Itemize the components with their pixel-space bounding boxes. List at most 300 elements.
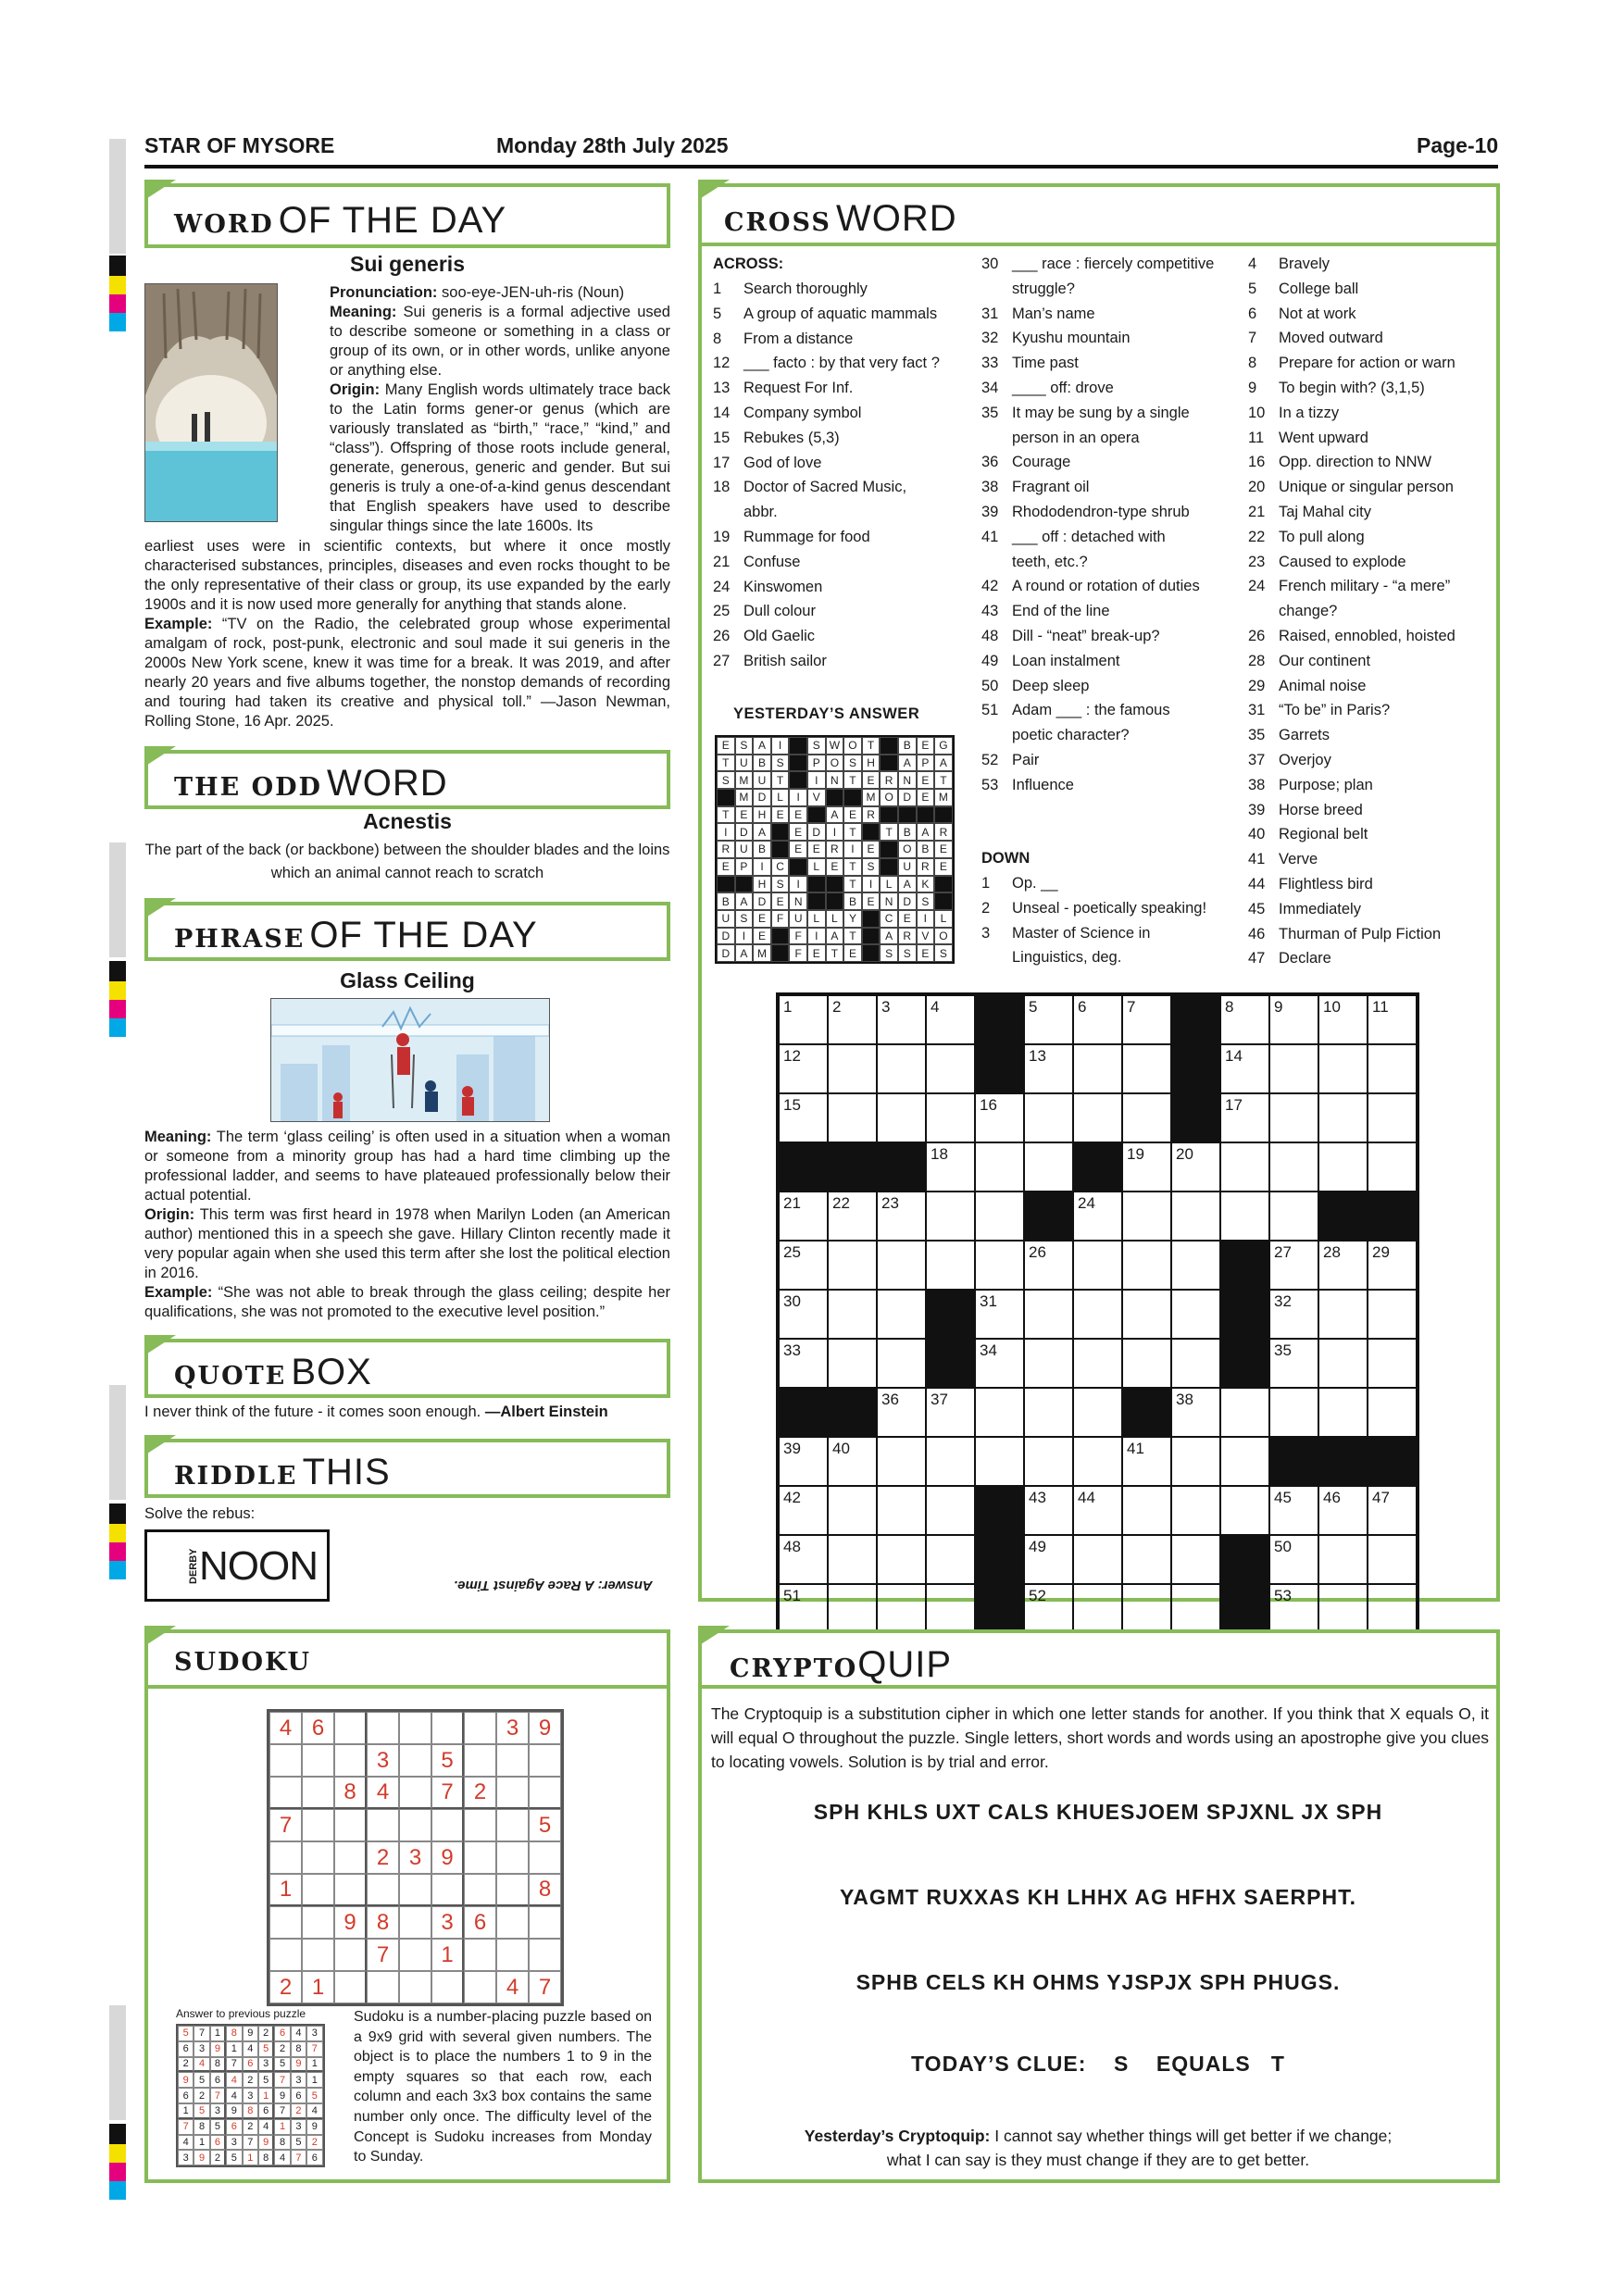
crossword-cell[interactable] [1122,1044,1171,1093]
crossword-cell[interactable] [1318,1044,1368,1093]
crossword-cell[interactable] [1024,1388,1073,1437]
previous-answer-cell: 8 [291,2041,306,2057]
crossword-cell[interactable] [975,1142,1024,1192]
crossword-cell[interactable] [828,1044,877,1093]
sudoku-cell[interactable] [269,1777,302,1809]
crossword-cell[interactable] [1024,1535,1073,1584]
crossword-cell[interactable] [779,1192,828,1241]
clue-number: 17 [713,454,731,471]
crossword-cell[interactable] [1122,1339,1171,1388]
crossword-cell[interactable] [1220,1192,1269,1241]
todays-clue: TODAY’S CLUE: S EQUALS T [911,2052,1285,2076]
sudoku-cell[interactable] [399,1712,431,1744]
clue-text: A group of aquatic mammals [743,305,938,322]
sudoku-cell[interactable] [529,1777,561,1809]
clue-line [981,500,1214,525]
crossword-cell[interactable] [779,1044,828,1093]
banner-large-text: OF THE DAY [278,200,507,241]
banner-large-text: THIS [302,1452,391,1492]
answer-letter: A [898,755,917,772]
sudoku-cell[interactable] [464,1744,496,1777]
sudoku-cell[interactable] [399,1939,431,1971]
crossword-cell[interactable] [779,1486,828,1535]
sudoku-cell[interactable] [496,1777,529,1809]
crossword-cell[interactable] [877,1241,926,1290]
cell-number: 7 [1127,998,1136,1016]
crossword-cell[interactable] [1024,1437,1073,1486]
crossword-cell[interactable] [877,1535,926,1584]
sudoku-cell[interactable] [464,1712,496,1744]
cell-number: 33 [783,1341,801,1359]
crossword-cell[interactable] [1024,1584,1073,1633]
crossword-cell[interactable] [1171,1437,1220,1486]
sudoku-cell[interactable] [334,1874,367,1906]
crossword-cell[interactable] [1269,1388,1318,1437]
crossword-cell[interactable] [1368,1486,1417,1535]
crossword-cell[interactable] [1073,1388,1122,1437]
banner-small-text: PHRASE [174,925,306,954]
black-square [1318,1192,1368,1241]
crossword-cell[interactable] [1318,1290,1368,1339]
crossword-cell[interactable] [877,1584,926,1633]
banner-large-text: WORD [835,198,957,239]
crossword-cell[interactable] [1024,1486,1073,1535]
crossword-cell[interactable] [926,1535,975,1584]
sudoku-cell[interactable] [464,1841,496,1874]
previous-answer-cell: 5 [306,2088,322,2103]
crossword-cell[interactable] [779,1535,828,1584]
pronunciation-label: Pronunciation: [330,284,438,301]
clue-number: 19 [713,528,731,545]
registration-swatch [109,1561,126,1579]
clue-line [713,327,940,352]
crossword-cell[interactable] [779,995,828,1044]
crossword-cell[interactable] [877,1486,926,1535]
crossword-cell[interactable] [1024,1290,1073,1339]
clue-text: Loan instalment [1012,652,1120,669]
crossword-cell[interactable] [1318,1584,1368,1633]
crossword-cell[interactable] [1269,1093,1318,1142]
cell-number: 36 [881,1391,899,1408]
crossword-cell[interactable] [828,1437,877,1486]
sudoku-cell[interactable] [431,1712,464,1744]
registration-swatch [109,981,126,1000]
sudoku-cell[interactable] [367,1809,399,1841]
crossword-cell[interactable] [877,995,926,1044]
cell-number: 30 [783,1292,801,1310]
banner-flag [144,1435,176,1455]
crossword-cell[interactable] [1220,995,1269,1044]
yesterday-answer-heading: YESTERDAY’S ANSWER [733,705,920,722]
word-of-day-banner [144,183,670,248]
clue-text: Regional belt [1279,826,1368,843]
crossword-cell[interactable] [1122,995,1171,1044]
sudoku-cell[interactable] [496,1809,529,1841]
cell-number: 24 [1078,1194,1095,1212]
answer-black-square [843,789,862,806]
registration-bar [109,139,126,254]
crossword-cell[interactable] [975,1437,1024,1486]
crossword-cell[interactable] [1024,1142,1073,1192]
answer-letter: R [717,841,735,858]
crossword-cell[interactable] [926,1093,975,1142]
clue-line [981,475,1214,500]
sudoku-cell[interactable] [302,1744,334,1777]
crossword-cell[interactable] [926,1192,975,1241]
crossword-cell[interactable] [926,1584,975,1633]
sudoku-cell[interactable] [334,1971,367,2003]
answer-letter: T [717,755,735,772]
crossword-cell[interactable] [1318,1388,1368,1437]
answer-letter: E [789,823,807,841]
crossword-cell[interactable] [1368,995,1417,1044]
clue-text: Rebukes (5,3) [743,429,840,446]
sudoku-cell[interactable] [431,1809,464,1841]
crossword-cell[interactable] [1368,1290,1417,1339]
crossword-cell[interactable] [1073,1192,1122,1241]
clue-line [981,450,1214,475]
answer-letter: L [826,910,844,928]
sudoku-cell[interactable] [464,1874,496,1906]
crossword-cell[interactable] [1269,1535,1318,1584]
crossword-cell[interactable] [877,1093,926,1142]
crossword-cell[interactable] [1318,1093,1368,1142]
crossword-cell[interactable] [1269,1241,1318,1290]
sudoku-cell[interactable] [496,1939,529,1971]
crossword-cell[interactable] [1171,1388,1220,1437]
clue-line [1248,897,1455,922]
crossword-cell[interactable] [1220,1486,1269,1535]
sudoku-cell[interactable] [431,1874,464,1906]
crossword-cell[interactable] [1073,1535,1122,1584]
cell-number: 3 [881,998,891,1016]
crossword-cell[interactable] [1122,1584,1171,1633]
sudoku-cell[interactable] [334,1712,367,1744]
answer-letter: D [898,892,917,910]
crossword-cell[interactable] [1073,995,1122,1044]
crossword-cell[interactable] [1368,1584,1417,1633]
crossword-cell[interactable] [1073,1486,1122,1535]
sudoku-cell[interactable] [367,1971,399,2003]
previous-answer-cell: 6 [291,2088,306,2103]
sudoku-cell[interactable] [367,1874,399,1906]
black-square [1073,1142,1122,1192]
sudoku-cell[interactable] [399,1971,431,2003]
crossword-cell[interactable] [1269,995,1318,1044]
sudoku-cell[interactable] [302,1906,334,1939]
crossword-cell[interactable] [1073,1241,1122,1290]
clue-text: Horse breed [1279,801,1363,818]
crossword-cell[interactable] [975,1192,1024,1241]
crossword-cell[interactable] [1269,1192,1318,1241]
answer-letter: A [735,944,754,962]
clue-text: In a tizzy [1279,404,1340,421]
cell-number: 13 [1029,1047,1046,1065]
crossword-cell[interactable] [1122,1290,1171,1339]
crossword-cell[interactable] [1073,1093,1122,1142]
answer-letter: N [789,892,807,910]
clue-text: Our continent [1279,652,1371,669]
crossword-cell[interactable] [828,1290,877,1339]
crossword-cell[interactable] [926,1142,975,1192]
crossword-cell[interactable] [1122,1486,1171,1535]
cell-number: 29 [1372,1243,1390,1261]
clue-text: Courage [1012,454,1071,471]
crossword-cell[interactable] [1122,1437,1171,1486]
crossword-cell[interactable] [926,1241,975,1290]
previous-answer-cell: 7 [178,2119,194,2135]
registration-swatch [109,1018,126,1037]
crossword-cell[interactable] [1269,1339,1318,1388]
sudoku-cell[interactable] [269,1841,302,1874]
crossword-cell[interactable] [779,1437,828,1486]
clue-line [1248,525,1455,550]
crossword-cell[interactable] [828,995,877,1044]
answer-letter: E [753,928,771,945]
crossword-cell[interactable] [1122,1192,1171,1241]
origin-label: Origin: [330,381,381,398]
crossword-cell[interactable] [1220,1093,1269,1142]
crossword-cell[interactable] [1368,1535,1417,1584]
sudoku-cell[interactable] [399,1874,431,1906]
crossword-cell[interactable] [975,1339,1024,1388]
crossword-cell[interactable] [926,1388,975,1437]
sudoku-cell[interactable] [496,1744,529,1777]
previous-answer-cell: 3 [258,2057,274,2073]
answer-letter: F [789,944,807,962]
crossword-cell[interactable] [1318,995,1368,1044]
sudoku-cell[interactable] [399,1777,431,1809]
word-of-day-text-lower [144,537,670,731]
crossword-cell[interactable] [975,1241,1024,1290]
crossword-cell[interactable] [1171,1535,1220,1584]
crossword-cell[interactable] [1171,1584,1220,1633]
answer-black-square [862,944,881,962]
sudoku-cell[interactable] [302,1777,334,1809]
crossword-cell[interactable] [877,1044,926,1093]
answer-black-square [934,892,953,910]
previous-answer-cell: 3 [226,2135,242,2151]
black-square [1220,1241,1269,1290]
registration-bar [109,1385,126,1500]
crossword-cell[interactable] [1073,1290,1122,1339]
sudoku-cell: 3 [431,1906,464,1939]
sudoku-cell[interactable] [302,1874,334,1906]
sudoku-cell[interactable] [431,1971,464,2003]
answer-black-square [826,789,844,806]
crossword-cell[interactable] [828,1339,877,1388]
crossword-cell[interactable] [1220,1044,1269,1093]
clue-line [1248,922,1455,947]
crossword-cell[interactable] [1220,1437,1269,1486]
crossword-cell[interactable] [1318,1142,1368,1192]
answer-letter: I [807,771,826,789]
crossword-cell[interactable] [1024,1093,1073,1142]
sudoku-cell[interactable] [302,1809,334,1841]
crossword-cell[interactable] [1368,1044,1417,1093]
crossword-cell[interactable] [1122,1535,1171,1584]
publication-name: STAR OF MYSORE [144,133,335,157]
crossword-cell[interactable] [975,1388,1024,1437]
banner-small-text: CRYPTO [730,1654,858,1683]
crossword-cell[interactable] [1368,1142,1417,1192]
crossword-cell[interactable] [1269,1584,1318,1633]
sudoku-cell: 3 [399,1841,431,1874]
quote-author: —Albert Einstein [484,1404,608,1420]
clue-line [1248,376,1455,401]
crossword-cell[interactable] [877,1290,926,1339]
clue-line [1248,426,1455,451]
word-of-day-image [144,283,278,522]
crossword-cell[interactable] [1318,1339,1368,1388]
crossword-cell[interactable] [1122,1241,1171,1290]
answer-black-square [807,806,826,824]
crossword-cell[interactable] [1171,1142,1220,1192]
crossword-cell[interactable] [1073,1339,1122,1388]
crossword-cell[interactable] [1220,1388,1269,1437]
riddle-answer: Answer: A Race Against Time. [454,1578,653,1593]
crossword-cell[interactable] [779,1290,828,1339]
sudoku-cell[interactable] [334,1809,367,1841]
crossword-cell[interactable] [877,1388,926,1437]
crossword-cell[interactable] [877,1437,926,1486]
crossword-cell[interactable] [1368,1093,1417,1142]
crossword-cell[interactable] [1318,1241,1368,1290]
crossword-cell[interactable] [1269,1486,1318,1535]
sudoku-cell[interactable] [269,1906,302,1939]
banner-small-text: RIDDLE [174,1462,298,1491]
crossword-cell[interactable] [1122,1142,1171,1192]
answer-letter: E [735,806,754,824]
previous-answer-cell: 2 [194,2088,209,2103]
crossword-cell[interactable] [828,1192,877,1241]
crossword-cell[interactable] [1171,1486,1220,1535]
clue-line [1248,326,1455,351]
black-square [975,1535,1024,1584]
crossword-cell[interactable] [1024,1241,1073,1290]
quote-banner [144,1339,670,1398]
sudoku-cell[interactable] [269,1744,302,1777]
crossword-cell[interactable] [1073,1437,1122,1486]
sudoku-cell[interactable] [302,1939,334,1971]
crossword-cell[interactable] [1318,1535,1368,1584]
sudoku-cell[interactable] [464,1809,496,1841]
crossword-cell[interactable] [1171,1339,1220,1388]
crossword-cell[interactable] [1171,1241,1220,1290]
crossword-cell[interactable] [975,1093,1024,1142]
sudoku-cell: 7 [529,1971,561,2003]
sudoku-cell: 1 [302,1971,334,2003]
crossword-cell[interactable] [1269,1142,1318,1192]
sudoku-cell[interactable] [464,1939,496,1971]
sudoku-cell: 7 [367,1939,399,1971]
crossword-cell[interactable] [1368,1388,1417,1437]
crossword-cell[interactable] [926,1486,975,1535]
crossword-cell[interactable] [1171,1192,1220,1241]
sudoku-cell[interactable] [269,1939,302,1971]
sudoku-cell[interactable] [334,1939,367,1971]
quote-body: I never think of the future - it comes soon enough. [144,1404,481,1420]
clue-line [1248,277,1455,302]
crossword-cell[interactable] [1368,1241,1417,1290]
answer-letter: N [826,771,844,789]
crossword-cell[interactable] [1368,1339,1417,1388]
glass-ceiling-image [270,998,550,1122]
crossword-cell[interactable] [779,1093,828,1142]
sudoku-cell[interactable] [399,1906,431,1939]
sudoku-cell[interactable] [529,1939,561,1971]
answer-letter: M [735,771,754,789]
crossword-cell[interactable] [1024,1044,1073,1093]
crossword-cell[interactable] [1073,1044,1122,1093]
answer-letter: E [771,806,790,824]
answer-letter: O [898,841,917,858]
crossword-cell[interactable] [1171,1290,1220,1339]
crossword-cell[interactable] [975,1290,1024,1339]
previous-answer-cell: 8 [194,2119,209,2135]
crossword-cell[interactable] [1269,1290,1318,1339]
sudoku-cell[interactable] [529,1906,561,1939]
sudoku-cell[interactable] [529,1841,561,1874]
previous-answer-cell: 5 [194,2103,209,2119]
clue-line [713,599,940,624]
sudoku-cell[interactable] [334,1841,367,1874]
sudoku-cell[interactable] [399,1809,431,1841]
sudoku-cell[interactable] [367,1712,399,1744]
clue-line [1248,599,1455,624]
crossword-cell[interactable] [877,1192,926,1241]
cell-number: 17 [1225,1096,1243,1114]
crossword-cell[interactable] [1269,1044,1318,1093]
crossword-cell[interactable] [1220,1142,1269,1192]
answer-letter: E [843,944,862,962]
crossword-cell[interactable] [1318,1486,1368,1535]
sudoku-cell[interactable] [496,1906,529,1939]
sudoku-cell[interactable] [464,1971,496,2003]
crossword-cell[interactable] [779,1241,828,1290]
crossword-cell[interactable] [926,995,975,1044]
sudoku-cell[interactable] [529,1744,561,1777]
banner-small-text: WORD [174,210,274,239]
crossword-cell[interactable] [828,1535,877,1584]
crossword-cell[interactable] [828,1093,877,1142]
crossword-cell[interactable] [1024,995,1073,1044]
clue-line [713,475,940,500]
answer-black-square [789,737,807,755]
sudoku-cell[interactable] [496,1841,529,1874]
crossword-cell[interactable] [828,1241,877,1290]
crossword-cell[interactable] [926,1437,975,1486]
clue-number: 5 [1248,280,1257,297]
crossword-cell[interactable] [779,1584,828,1633]
previous-answer-cell: 5 [258,2041,274,2057]
crossword-cell[interactable] [779,1339,828,1388]
crossword-cell[interactable] [926,1044,975,1093]
sudoku-cell[interactable] [302,1841,334,1874]
sudoku-cell[interactable] [496,1874,529,1906]
sudoku-cell[interactable] [399,1744,431,1777]
registration-swatch [109,256,126,276]
sudoku-cell: 8 [529,1874,561,1906]
crossword-cell[interactable] [828,1584,877,1633]
crossword-cell[interactable] [877,1339,926,1388]
crossword-cell[interactable] [1122,1093,1171,1142]
crossword-cell[interactable] [828,1486,877,1535]
clue-line [981,277,1214,302]
crossword-cell[interactable] [1073,1584,1122,1633]
sudoku-cell[interactable] [334,1744,367,1777]
crossword-cell[interactable] [1024,1339,1073,1388]
